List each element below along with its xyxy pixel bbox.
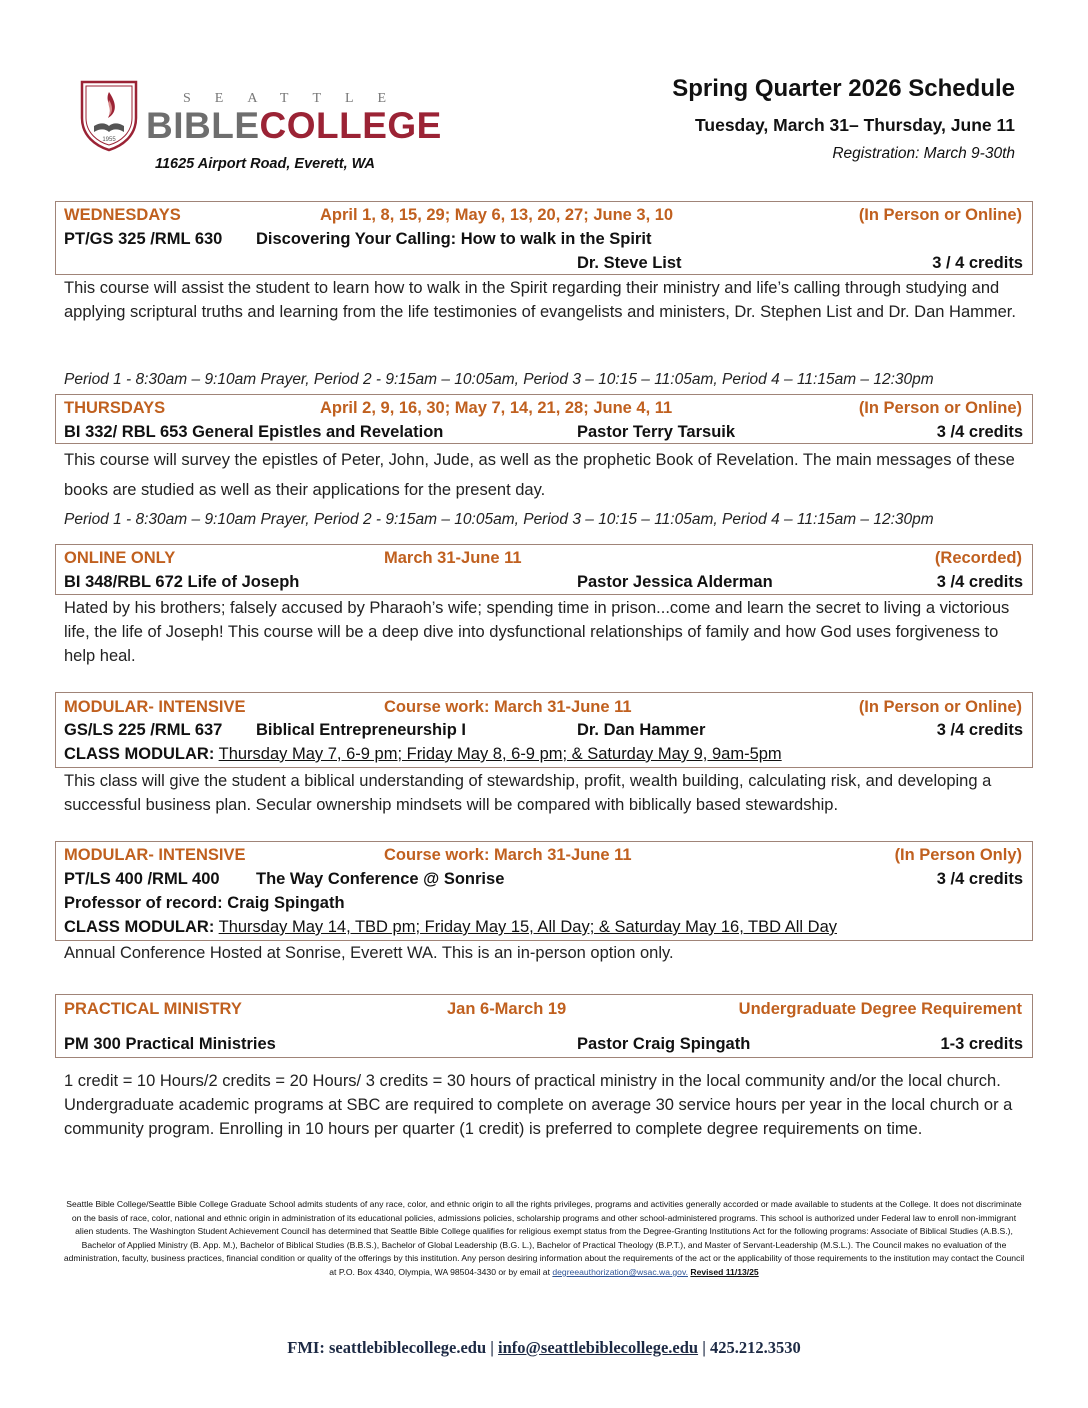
course-code-title: BI 348/RBL 672 Life of Joseph — [64, 573, 300, 591]
course-day: THURSDAYS — [64, 399, 166, 417]
course-instructor: Pastor Craig Spingath — [577, 1035, 751, 1053]
footer-phone: | 425.212.3530 — [702, 1338, 801, 1357]
class-modular — [64, 917, 837, 937]
course-code-title: PM 300 Practical Ministries — [64, 1035, 276, 1053]
course-description: Hated by his brothers; falsely accused by Pharaoh’s wife; spending time in prison...come and learn the secret to living a victorious life, the life of Joseph! This course will be a deep dive into dysfunctional relationships of family and how God uses forgiveness to help heal. — [64, 599, 1010, 665]
course-code: PT/LS 400 /RML 400 — [64, 870, 220, 888]
course-code: GS/LS 225 /RML 637 — [64, 721, 223, 739]
course-description: This course will survey the epistles of Peter, John, Jude, as well as the prophetic Book of Revelation. The main messages of these books are studied as well as their applications for the present day. — [64, 451, 1015, 499]
course-title: The Way Conference @ Sonrise — [256, 870, 505, 888]
class-modular-dates: Thursday May 14, TBD pm; Friday May 15, All Day; & Saturday May 16, TBD All Day — [218, 918, 837, 936]
course-instructor: Dr. Dan Hammer — [577, 721, 706, 739]
course-day: ONLINE ONLY — [64, 549, 176, 567]
course-code: PT/GS 325 /RML 630 — [64, 230, 223, 248]
fine-print-text: Seattle Bible College/Seattle Bible College Graduate School admits students of any race, color, and ethnic origin to all the rights privileges, programs and activities generally accorded or made available to students at the College. It does not discriminate on the basis of race, color, national and ethnic origin in administration of its educational policies, admissions policies, scholarship programs and other school-administered programs. This school is authorized under Federal law to enroll non-immigrant alien students. The Washington Student Achievement Council has determined that Seattle Bible College qualifies for religious exempt status from the Degree-Granting Institutions Act for the following programs: Associate of Biblical Studies (A.B.S.), Bachelor of Applied Ministry (B. App. M.), Bachelor of Biblical Studies (B.B.S.), Bachelor of Global Leadership (B.G. L.), Bachelor of Practical Theology (B.P.T.), and Master of Servant-Leadership (M.S.L.). The Council makes no evaluation of the administration, faculty, business practices, financial condition or quality of the offerings by this institution. Any person desiring information about the requirements of the act or the applicability of those requirements to the institution may contact the Council at P.O. Box 4340, Olympia, WA 98504-3430 or by email at — [63, 1199, 1025, 1277]
course-code-title: BI 332/ RBL 653 General Epistles and Revelation — [64, 423, 444, 441]
course-description: This class will give the student a biblical understanding of stewardship, profit, wealth building, calculating risk, and developing a successful business plan. Secular ownership mindsets will be compared with biblically based stewardship. — [64, 772, 992, 814]
course-credits: 3 /4 credits — [936, 870, 1023, 888]
revised-date: Revised 11/13/25 — [690, 1266, 759, 1277]
period-schedule: Period 1 - 8:30am – 9:10am Prayer, Period 2 - 9:15am – 10:05am, Period 3 – 10:15 – 11:05am, Period 4 – 11:15am – 12:30pm — [64, 511, 934, 528]
course-mode: (In Person or Online) — [858, 399, 1022, 417]
course-credits: 3 /4 credits — [936, 423, 1023, 441]
class-modular-label: CLASS MODULAR: — [64, 918, 215, 936]
registration-dates: Registration: March 9-30th — [832, 145, 1015, 162]
class-modular — [64, 744, 782, 764]
footer-website: FMI: seattlebiblecollege.edu | — [287, 1338, 494, 1357]
wsac-email-link[interactable]: degreeauthorization@wsac.wa.gov. — [552, 1266, 688, 1277]
course-credits: 3 / 4 credits — [932, 254, 1023, 272]
course-credits: 1-3 credits — [940, 1035, 1023, 1053]
course-mode: (In Person or Online) — [858, 206, 1022, 224]
logo-top-word: SEATTLE — [183, 91, 411, 106]
course-day: MODULAR- INTENSIVE — [64, 846, 246, 864]
footer-email-link[interactable]: info@seattlebiblecollege.edu — [498, 1338, 699, 1357]
course-instructor: Pastor Terry Tarsuik — [577, 423, 736, 441]
period-schedule: Period 1 - 8:30am – 9:10am Prayer, Period 2 - 9:15am – 10:05am, Period 3 – 10:15 – 11:05am, Period 4 – 11:15am – 12:30pm — [64, 371, 934, 388]
page-title: Spring Quarter 2026 Schedule — [672, 75, 1015, 102]
logo-word-bible: BIBLE — [146, 105, 260, 146]
logo — [78, 78, 442, 158]
course-mode: (In Person Only) — [894, 846, 1022, 864]
course-dates: April 2, 9, 16, 30; May 7, 14, 21, 28; June 4, 11 — [320, 399, 673, 417]
course-day: PRACTICAL MINISTRY — [64, 1000, 242, 1018]
course-day: MODULAR- INTENSIVE — [64, 698, 246, 716]
course-title: Biblical Entrepreneurship I — [256, 721, 466, 739]
course-title: Discovering Your Calling: How to walk in the Spirit — [256, 230, 652, 248]
college-seal-icon — [78, 78, 140, 152]
professor-of-record: Professor of record: Craig Spingath — [64, 894, 345, 912]
quarter-dates: Tuesday, March 31– Thursday, June 11 — [695, 115, 1015, 135]
footer-contact — [0, 1338, 1088, 1358]
course-mode: (In Person or Online) — [858, 698, 1022, 716]
course-instructor: Pastor Jessica Alderman — [577, 573, 773, 591]
course-credits: 3 /4 credits — [936, 721, 1023, 739]
course-instructor: Dr. Steve List — [577, 254, 682, 272]
course-dates: Course work: March 31-June 11 — [384, 846, 632, 864]
course-dates: Jan 6-March 19 — [447, 1000, 567, 1018]
course-description: Annual Conference Hosted at Sonrise, Everett WA. This is an in-person option only. — [64, 944, 674, 962]
course-dates: April 1, 8, 15, 29; May 6, 13, 20, 27; June 3, 10 — [320, 206, 674, 224]
course-mode: Undergraduate Degree Requirement — [738, 1000, 1022, 1018]
logo-main-word — [146, 106, 442, 146]
course-description: This course will assist the student to learn how to walk in the Spirit regarding their ministry and life’s calling through studying and applying scriptural truths and learning from the life testimonies of evangelists and ministers, Dr. Stephen List and Dr. Dan Hammer. — [64, 279, 1016, 321]
course-dates: Course work: March 31-June 11 — [384, 698, 632, 716]
course-day: WEDNESDAYS — [64, 206, 181, 224]
class-modular-label: CLASS MODULAR: — [64, 745, 215, 763]
nondiscrimination-statement — [62, 1198, 1026, 1280]
course-mode: (Recorded) — [934, 549, 1022, 567]
seal-year: 1955 — [102, 137, 116, 143]
campus-address: 11625 Airport Road, Everett, WA — [155, 156, 375, 172]
course-credits: 3 /4 credits — [936, 573, 1023, 591]
class-modular-dates: Thursday May 7, 6-9 pm; Friday May 8, 6-9 pm; & Saturday May 9, 9am-5pm — [218, 745, 782, 763]
course-description: 1 credit = 10 Hours/2 credits = 20 Hours/ 3 credits = 30 hours of practical ministry in the local community and/or the local church. Undergraduate academic programs at SBC are required to complete on average 30 service hours per year in the local church or a community program. Enrolling in 10 hours per quarter (1 credit) is preferred to complete degree requirements on time. — [64, 1072, 1013, 1138]
course-dates: March 31-June 11 — [384, 549, 522, 567]
logo-word-college: COLLEGE — [259, 105, 442, 146]
